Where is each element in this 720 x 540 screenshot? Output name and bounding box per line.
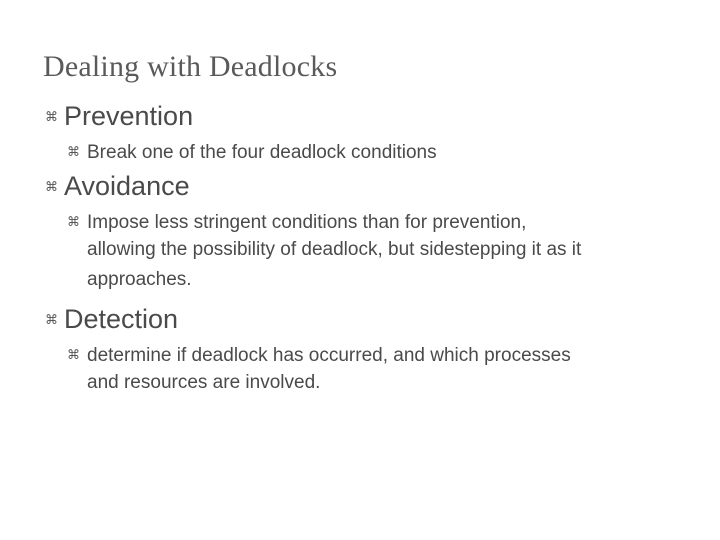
text-line: allowing the possibility of deadlock, but sidestepping it as it: [87, 239, 582, 260]
text-line: and resources are involved.: [87, 372, 321, 393]
avoidance-description: [87, 209, 687, 297]
sub-bullet-icon: ⌘: [67, 145, 80, 160]
text-line: Break one of the four deadlock conditions: [87, 142, 437, 163]
sub-bullet-icon: ⌘: [67, 348, 80, 363]
text-line: determine if deadlock has occurred, and which processes: [87, 345, 571, 366]
slide-title: Dealing with Deadlocks: [43, 50, 338, 83]
detection-description: [87, 342, 687, 396]
bullet-icon: ⌘: [45, 180, 58, 195]
bullet-icon: ⌘: [45, 110, 58, 125]
bullet-avoidance: Avoidance: [64, 171, 190, 201]
text-line: approaches.: [87, 269, 192, 290]
text-line: Impose less stringent conditions than for prevention,: [87, 212, 527, 233]
bullet-icon: ⌘: [45, 313, 58, 328]
bullet-detection: Detection: [64, 304, 179, 334]
bullet-prevention: Prevention: [64, 101, 194, 131]
prevention-description: [87, 139, 687, 166]
sub-bullet-icon: ⌘: [67, 215, 80, 230]
